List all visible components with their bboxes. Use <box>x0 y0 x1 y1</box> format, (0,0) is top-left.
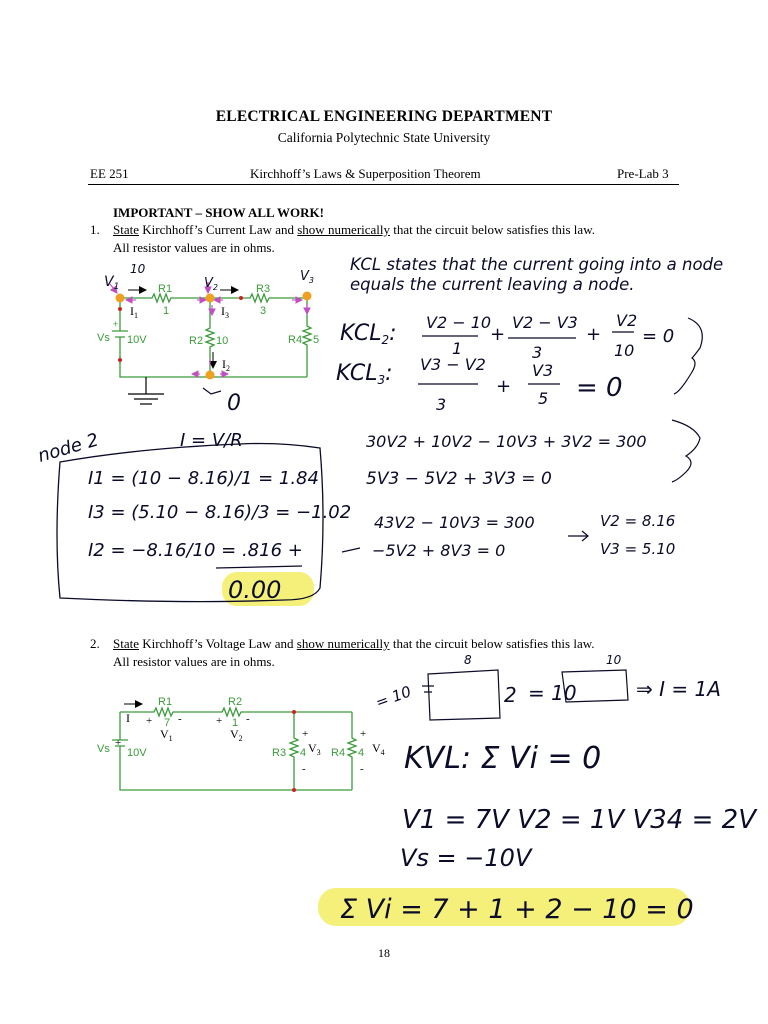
lab-topic: Kirchhoff’s Laws & Superposition Theorem <box>250 166 481 181</box>
r3-value: 3 <box>260 305 267 317</box>
kcl2-term1-den: 1 <box>452 339 463 358</box>
terminal-dot <box>239 296 243 300</box>
kcl2-term2-den: 3 <box>532 343 543 362</box>
kcl3-term1-num: V3 − V2 <box>420 355 486 374</box>
c2-node-dot <box>292 710 296 714</box>
i2-calc: I2 = −8.16/10 = .816 + <box>88 540 303 561</box>
kcl3-term2-num: V3 <box>532 361 554 380</box>
i2-label: $I_2$ <box>222 357 230 373</box>
terminal-dot <box>118 358 122 362</box>
q1-text-a: Kirchhoff’s Current Law and <box>139 222 298 237</box>
node-voltage-v1: $V_1$ <box>104 274 120 292</box>
lab-number: Pre-Lab 3 <box>617 166 669 181</box>
kcl2-label: KCL2: <box>340 321 397 347</box>
c2-vs-value: 10V <box>127 747 147 759</box>
q2-number: 2. <box>90 636 100 651</box>
vs-value: 10V <box>127 334 147 346</box>
kcl2-term2-num: V2 − V3 <box>512 313 578 332</box>
equation-3: 43V2 − 10V3 = 300 <box>374 513 535 532</box>
kcl2-term3-den: 10 <box>614 341 635 360</box>
i3-calc: I3 = (5.10 − 8.16)/3 = −1.02 <box>88 502 352 523</box>
i3-label: $I_3$ <box>221 304 229 320</box>
node-voltage-v2: $V_2$ <box>204 276 218 292</box>
r2-value: 10 <box>216 335 229 347</box>
v2-result: V2 = 8.16 <box>600 512 676 530</box>
kvl-source: Vs = −10V <box>400 844 532 872</box>
r2-label: R2 <box>189 335 204 347</box>
c2-r3-value: 4 <box>300 747 307 759</box>
c2-v3: $V_3$ <box>308 741 321 757</box>
circuit-2-polarity <box>115 713 366 775</box>
current-result: ⇒ I = 1A <box>636 677 721 701</box>
kcl3-label: KCL3: <box>336 361 393 387</box>
v3-result: V3 = 5.10 <box>600 540 676 558</box>
svg-text:+: + <box>360 728 367 740</box>
q1-state-word: State <box>113 222 139 237</box>
source-plus: + <box>113 319 119 329</box>
c2-r2-label: R2 <box>228 696 243 708</box>
page-number: 18 <box>378 946 390 960</box>
q1-text-b: that the circuit below satisfies this law. <box>390 222 595 237</box>
c2-v4: $V_4$ <box>372 741 385 757</box>
q1-show-word: show numerically <box>297 222 391 237</box>
c2-r2-value: 1 <box>232 717 239 729</box>
vs-label: Vs <box>97 332 110 344</box>
svg-text:+: + <box>496 376 512 397</box>
kcl-statement-1: KCL states that the current going into a node <box>350 255 724 274</box>
equiv-equals: = 10 <box>528 681 577 705</box>
q2-text-b: that the circuit below satisfies this law. <box>389 636 595 651</box>
c2-r3-label: R3 <box>272 747 287 759</box>
equiv-source: = 10 <box>373 682 414 712</box>
node2-label: node 2 <box>35 429 102 467</box>
r1-label: R1 <box>158 283 173 295</box>
node-voltage-v3: $V_3$ <box>300 269 314 285</box>
svg-text:+: + <box>586 324 602 345</box>
equation-4: −5V2 + 8V3 = 0 <box>372 541 506 560</box>
kvl-work <box>340 653 758 925</box>
r4-label: R4 <box>288 334 303 346</box>
c2-r4-value: 4 <box>358 747 365 759</box>
node-3 <box>303 292 312 301</box>
r3-label: R3 <box>256 283 271 295</box>
kcl3-term1-den: 3 <box>436 395 447 414</box>
sum-rule <box>216 566 302 568</box>
kcl3-term2-den: 5 <box>538 389 549 408</box>
ground-voltage: 0 <box>227 391 241 416</box>
svg-text:-: - <box>360 763 364 775</box>
kvl-statement: KVL: Σ Vi = 0 <box>404 741 602 776</box>
svg-text:+: + <box>216 715 223 727</box>
q2-state-word: State <box>113 636 139 651</box>
svg-text:+: + <box>146 715 153 727</box>
kcl2-rhs: = 0 <box>642 326 675 347</box>
ground-symbol <box>128 377 164 404</box>
kcl-statement-2: equals the current leaving a node. <box>350 275 635 294</box>
node-1 <box>116 294 125 303</box>
important-note: IMPORTANT – SHOW ALL WORK! <box>113 205 324 220</box>
q1-number: 1. <box>90 222 100 237</box>
course-number: EE 251 <box>90 166 129 181</box>
c2-v1: $V_1$ <box>160 727 173 743</box>
kcl2-term3-num: V2 <box>616 311 638 330</box>
equiv-r-value: 10 <box>606 653 622 667</box>
svg-text:-: - <box>246 713 250 725</box>
equiv-r-top: 8 <box>464 653 472 667</box>
svg-text:+: + <box>302 728 309 740</box>
equiv-r-side: 2 <box>504 683 517 707</box>
equivalent-circuit-sketch <box>422 670 628 720</box>
node-2 <box>206 294 215 303</box>
kcl2-term1-num: V2 − 10 <box>426 313 492 332</box>
kcl-sum: 0.00 <box>228 576 282 604</box>
c2-v2: $V_2$ <box>230 727 243 743</box>
terminal-dot <box>118 307 122 311</box>
kcl3-rhs: = 0 <box>576 373 623 403</box>
kcl-work <box>336 255 723 560</box>
ground-pointer <box>203 388 221 394</box>
q2-text-a: Kirchhoff’s Voltage Law and <box>139 636 297 651</box>
c2-r4-label: R4 <box>331 747 346 759</box>
svg-text:+: + <box>115 737 122 749</box>
r4-value: 5 <box>313 334 320 346</box>
r1-value: 1 <box>163 305 170 317</box>
equation-1: 30V2 + 10V2 − 10V3 + 3V2 = 300 <box>366 432 647 451</box>
c2-current-label: I <box>126 711 130 725</box>
department-title: ELECTRICAL ENGINEERING DEPARTMENT <box>215 108 553 125</box>
c2-vs-label: Vs <box>97 743 110 755</box>
i1-label: $I_1$ <box>130 304 138 320</box>
v1-value: 10 <box>130 262 146 276</box>
q2-show-word: show numerically <box>296 636 390 651</box>
node-ground <box>206 371 215 380</box>
svg-text:+: + <box>490 324 506 345</box>
i1-calc: I1 = (10 − 8.16)/1 = 1.84 <box>88 468 319 489</box>
university-name: California Polytechnic State University <box>277 130 491 145</box>
q2-resistor-note: All resistor values are in ohms. <box>113 654 275 669</box>
c2-node-dot <box>292 788 296 792</box>
kvl-sum: Σ Vi = 7 + 1 + 2 − 10 = 0 <box>340 894 694 925</box>
kvl-values: V1 = 7V V2 = 1V V34 = 2V <box>402 805 756 835</box>
c2-r1-value: 7 <box>164 717 171 729</box>
svg-text:-: - <box>302 763 306 775</box>
equation-2: 5V3 − 5V2 + 3V3 = 0 <box>366 469 552 489</box>
c2-r1-label: R1 <box>158 696 173 708</box>
svg-text:-: - <box>178 713 182 725</box>
q1-resistor-note: All resistor values are in ohms. <box>113 240 275 255</box>
ohms-law: I = V/R <box>180 430 243 451</box>
